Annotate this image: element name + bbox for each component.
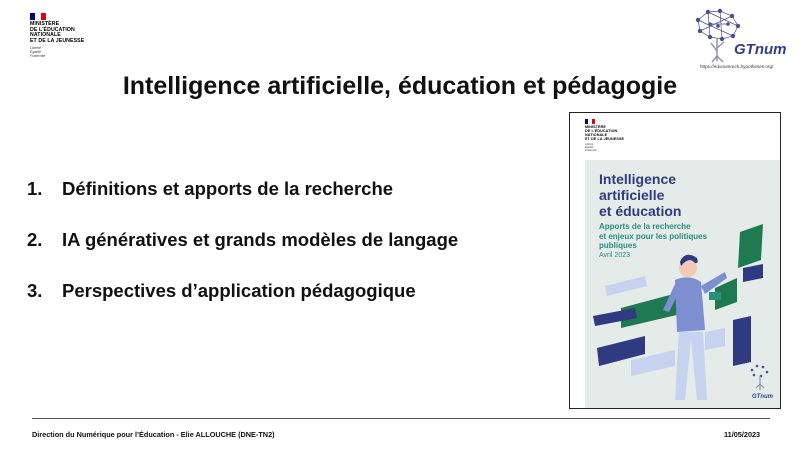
report-cover: [569, 112, 781, 409]
cover-ministry-line: DE L'ÉDUCATION: [585, 129, 618, 133]
cover-subtitle-line: publiques: [599, 241, 637, 250]
cover-ministry-line: NATIONALE: [585, 133, 608, 137]
gtnum-url: https://edunumrech.hypotheses.org/: [700, 64, 774, 69]
cover-motto-line: Fraternité: [585, 149, 597, 152]
list-item: [27, 176, 458, 201]
footer-divider: [32, 418, 770, 419]
cover-title: [599, 171, 681, 219]
item-number: 1.: [27, 177, 43, 199]
slide-title: Intelligence artificielle, éducation et pédagogie: [122, 72, 678, 100]
list-item: [27, 278, 458, 303]
item-text: IA génératives et grands modèles de langage: [62, 228, 459, 250]
item-number: 2.: [27, 228, 43, 250]
cover-title-line: et éducation: [599, 203, 682, 219]
cover-subtitle: [599, 222, 707, 251]
cover-title-line: Intelligence: [599, 171, 677, 187]
motto-line: Fraternité: [30, 54, 46, 59]
ministry-line: ET DE LA JEUNESSE: [30, 37, 85, 44]
cover-date: Avril 2023: [599, 252, 631, 259]
ministry-line: MINISTÈRE: [30, 21, 60, 27]
cover-logo-text: GTnum: [752, 394, 773, 400]
gtnum-wordmark: GTnum: [734, 41, 787, 58]
cover-ministry-line: MINISTÈRE: [585, 125, 606, 129]
item-number: 3.: [27, 279, 43, 301]
cover-ministry-line: ET DE LA JEUNESSE: [585, 137, 625, 141]
cover-ministry-logo: [585, 119, 624, 152]
cover-motto-line: Égalité: [585, 146, 594, 149]
cover-subtitle-line: Apports de la recherche: [599, 222, 691, 231]
item-text: Définitions et apports de la recherche: [62, 177, 394, 199]
ministry-line: NATIONALE: [30, 32, 61, 39]
cover-motto-line: Liberté: [585, 143, 594, 146]
list-item: [27, 227, 458, 252]
french-flag-icon: [585, 119, 595, 124]
motto-line: Liberté: [30, 46, 41, 51]
french-flag-icon: [30, 13, 46, 20]
item-text: Perspectives d’application pédagogique: [62, 279, 416, 301]
footer-date: 11/05/2023: [724, 430, 761, 439]
cover-panel: [585, 160, 781, 408]
agenda-list: [27, 176, 458, 329]
ministry-logo: [30, 13, 130, 58]
footer-author: Direction du Numérique pour l’Éducation - Elie ALLOUCHE (DNE-TN2): [32, 430, 275, 439]
motto-line: Égalité: [30, 50, 41, 55]
ministry-line: DE L'ÉDUCATION: [30, 26, 75, 33]
cover-title-line: artificielle: [599, 187, 665, 203]
gtnum-logo: [686, 6, 796, 76]
cover-subtitle-line: et enjeux pour les politiques: [599, 231, 708, 241]
